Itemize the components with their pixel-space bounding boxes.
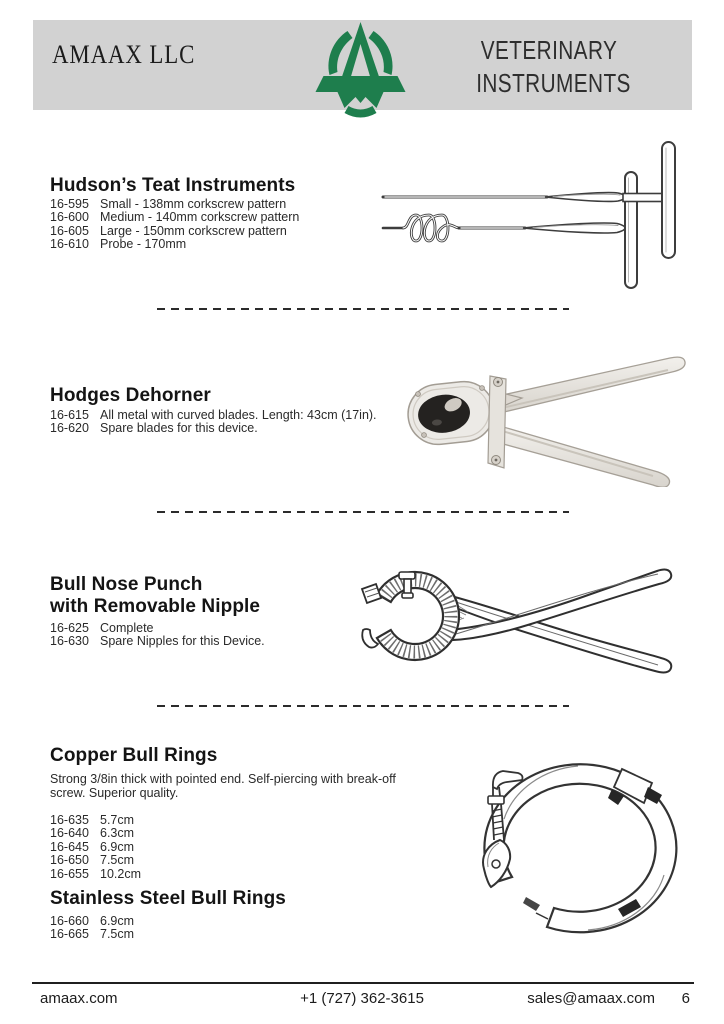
dashed-divider — [157, 308, 569, 310]
item-desc: Medium - 140mm corkscrew pattern — [100, 210, 300, 225]
bull-nose-punch-item-list — [50, 622, 265, 649]
page-title-line2: INSTRUMENTS — [476, 68, 631, 98]
table-row — [50, 868, 141, 881]
item-code: 16-615 — [50, 408, 89, 422]
item-code: 16-620 — [50, 421, 89, 436]
item-desc: Spare blades for this device. — [100, 421, 258, 436]
page-number: 6 — [681, 990, 690, 1007]
table-row — [50, 814, 141, 827]
dashed-divider — [157, 511, 569, 513]
item-code: 16-595 — [50, 197, 89, 211]
item-code: 16-655 — [50, 866, 89, 881]
bull-ring-illustration — [466, 747, 688, 947]
item-code: 16-630 — [50, 634, 89, 649]
item-code: 16-665 — [50, 927, 89, 942]
item-desc: 6.3cm — [100, 826, 135, 841]
item-code: 16-660 — [50, 914, 89, 928]
section-title-bull-nose-punch — [50, 574, 260, 618]
item-code: 16-610 — [50, 237, 89, 252]
section-title-line2: with Removable Nipple — [50, 596, 261, 617]
item-code: 16-645 — [50, 839, 89, 854]
item-desc: 10.2cm — [100, 866, 141, 881]
footer-phone: +1 (727) 362-3615 — [300, 990, 424, 1007]
table-row — [50, 854, 141, 867]
section-title-copper-bull-rings: Copper Bull Rings — [50, 745, 218, 766]
footer-email: sales@amaax.com — [527, 990, 655, 1007]
description-line1: Strong 3/8in thick with pointed end. Self-piercing with break-off — [50, 772, 396, 786]
amaax-logo-icon — [313, 20, 408, 120]
item-desc: 7.5cm — [100, 927, 135, 942]
bull-nose-punch-illustration — [356, 542, 686, 690]
section-title-dehorner: Hodges Dehorner — [50, 385, 211, 406]
item-desc: 7.5cm — [100, 853, 135, 868]
item-code: 16-640 — [50, 826, 89, 841]
section-title-stainless-bull-rings: Stainless Steel Bull Rings — [50, 888, 286, 909]
item-desc: Large - 150mm corkscrew pattern — [100, 223, 287, 238]
stainless-rings-item-list — [50, 915, 134, 942]
table-row — [50, 841, 141, 854]
item-code: 16-600 — [50, 210, 89, 225]
table-row — [50, 225, 299, 238]
section-title-teat-instruments: Hudson’s Teat Instruments — [50, 175, 296, 196]
table-row — [50, 635, 265, 648]
item-desc: Small - 138mm corkscrew pattern — [100, 197, 287, 211]
footer-rule — [32, 982, 694, 984]
dehorner-item-list — [50, 409, 377, 436]
item-desc: 5.7cm — [100, 813, 135, 827]
item-code: 16-635 — [50, 813, 89, 827]
section-title-line1: Bull Nose Punch — [50, 574, 203, 595]
copper-rings-item-list — [50, 814, 141, 881]
description-line2: screw. Superior quality. — [50, 786, 179, 801]
item-code: 16-605 — [50, 223, 89, 238]
footer-website: amaax.com — [40, 990, 118, 1007]
amaax-logo-svg — [313, 20, 408, 120]
teat-instruments-item-list — [50, 198, 299, 252]
item-code: 16-650 — [50, 853, 89, 868]
company-name: AMAAX LLC — [52, 40, 196, 69]
item-desc: All metal with curved blades. Length: 43cm (17in). — [100, 408, 377, 422]
item-desc: 6.9cm — [100, 839, 135, 854]
page-title-line1: VETERINARY — [480, 35, 618, 65]
item-desc: Spare Nipples for this Device. — [100, 634, 265, 649]
teat-instruments-illustration — [375, 137, 685, 292]
item-desc: 6.9cm — [100, 914, 135, 928]
table-row — [50, 409, 377, 422]
item-code: 16-625 — [50, 621, 89, 635]
copper-rings-description — [50, 772, 396, 801]
dashed-divider — [157, 705, 569, 707]
page-title — [476, 34, 631, 100]
table-row — [50, 827, 141, 840]
item-desc: Probe - 170mm — [100, 237, 187, 252]
table-row — [50, 928, 134, 941]
table-row — [50, 211, 299, 224]
dehorner-illustration — [398, 332, 698, 487]
table-row — [50, 915, 134, 928]
table-row — [50, 238, 299, 251]
table-row — [50, 198, 299, 211]
item-desc: Complete — [100, 621, 154, 635]
table-row — [50, 422, 377, 435]
table-row — [50, 622, 265, 635]
